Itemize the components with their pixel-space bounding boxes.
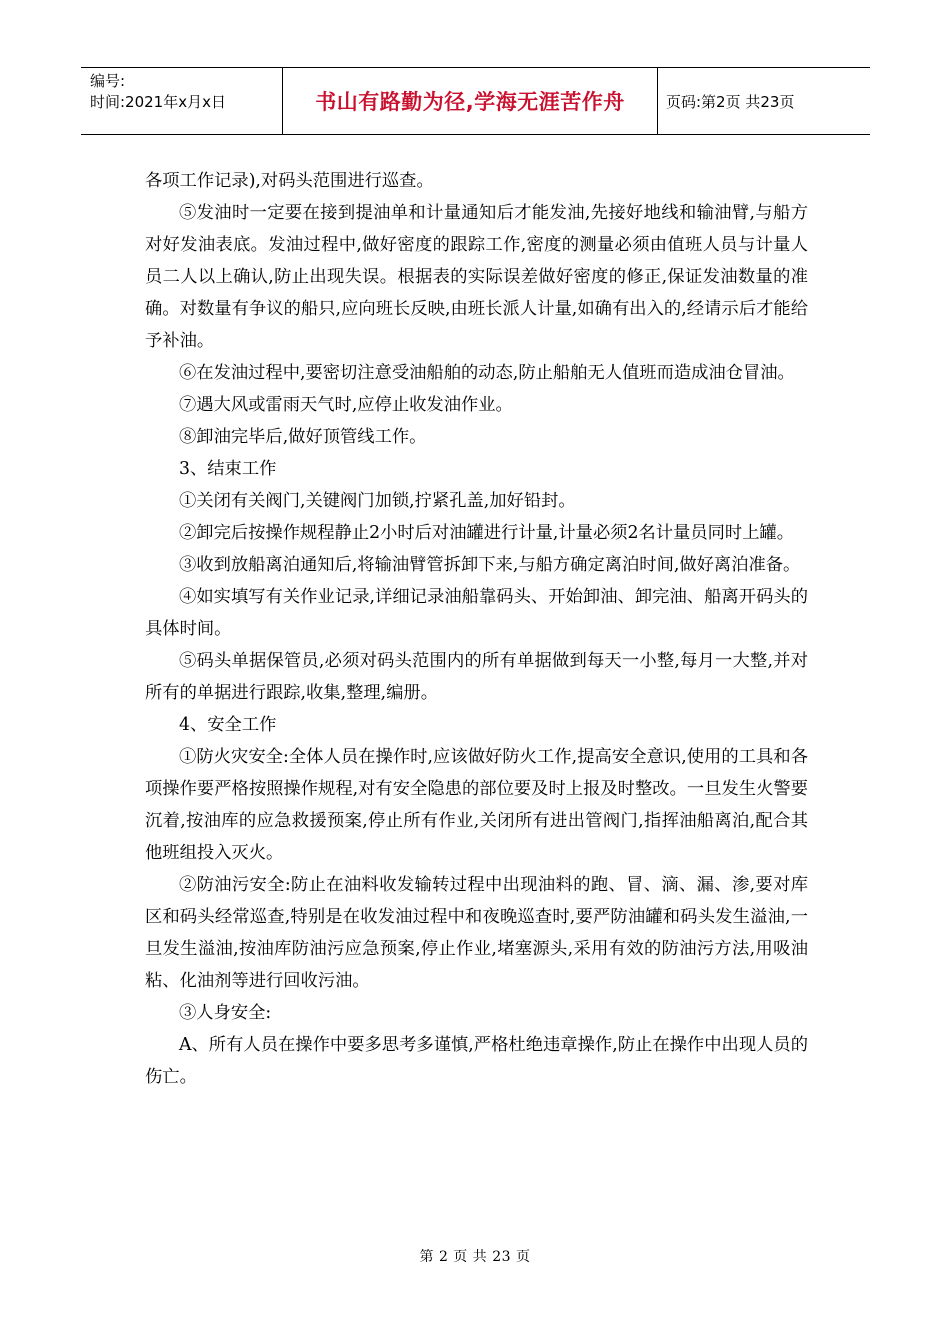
paragraph: ①防火灾安全:全体人员在操作时,应该做好防火工作,提高安全意识,使用的工具和各项操作要严格按照操作规程,对有安全隐患的部位要及时上报及时整改。一旦发生火警要沉着,按油库的应急救援预案,停止所有作业,关闭所有进出管阀门,指挥油船离泊,配合其他班组投入灭火。	[145, 747, 808, 863]
paragraph: ②防油污安全:防止在油料收发输转过程中出现油料的跑、冒、滴、漏、渗,要对库区和码头经常巡查,特别是在收发油过程中和夜晚巡查时,要严防油罐和码头发生溢油,一旦发生溢油,按油库防油污应急预案,停止作业,堵塞源头,采用有效的防油污方法,用吸油粘、化油剂等进行回收污油。	[145, 875, 808, 991]
section-heading: 4、安全工作	[179, 715, 277, 735]
code-label: 编号:	[90, 72, 126, 90]
paragraph: ①关闭有关阀门,关键阀门加锁,拧紧孔盖,加好铅封。	[179, 491, 576, 511]
header-meta	[81, 68, 283, 134]
paragraph: ④如实填写有关作业记录,详细记录油船靠码头、开始卸油、卸完油、船离开码头的具体时间。	[145, 587, 808, 639]
paragraph: ⑤发油时一定要在接到提油单和计量通知后才能发油,先接好地线和输油臂,与船方对好发油表底。发油过程中,做好密度的跟踪工作,密度的测量必须由值班人员与计量人员二人以上确认,防止出现失误。根据表的实际误差做好密度的修正,保证发油数量的准确。对数量有争议的船只,应向班长反映,由班长派人计量,如确有出入的,经请示后才能给予补油。	[145, 203, 808, 351]
paragraph: ⑦遇大风或雷雨天气时,应停止收发油作业。	[179, 395, 513, 415]
paragraph: ③收到放船离泊通知后,将输油臂管拆卸下来,与船方确定离泊时间,做好离泊准备。	[179, 555, 801, 575]
paragraph: A、所有人员在操作中要多思考多谨慎,严格杜绝违章操作,防止在操作中出现人员的伤亡。	[145, 1035, 808, 1087]
page-footer: 第 2 页 共 23 页	[419, 1249, 531, 1265]
page-header	[81, 67, 870, 135]
paragraph: ⑥在发油过程中,要密切注意受油船舶的动态,防止船舶无人值班而造成油仓冒油。	[179, 363, 795, 383]
header-motto: 书山有路勤为径,学海无涯苦作舟	[283, 68, 658, 134]
paragraph: ⑧卸油完毕后,做好顶管线工作。	[179, 427, 427, 447]
document-body	[145, 165, 808, 1093]
paragraph: ②卸完后按操作规程静止2小时后对油罐进行计量,计量必须2名计量员同时上罐。	[179, 523, 795, 543]
paragraph: ③人身安全:	[179, 1003, 272, 1023]
paragraph: 各项工作记录),对码头范围进行巡查。	[145, 171, 434, 191]
paragraph: ⑤码头单据保管员,必须对码头范围内的所有单据做到每天一小整,每月一大整,并对所有的单据进行跟踪,收集,整理,编册。	[145, 651, 808, 703]
section-heading: 3、结束工作	[179, 459, 277, 479]
header-page-info: 页码:第2页 共23页	[666, 92, 795, 111]
date-label: 时间:2021年x月x日	[90, 93, 226, 111]
